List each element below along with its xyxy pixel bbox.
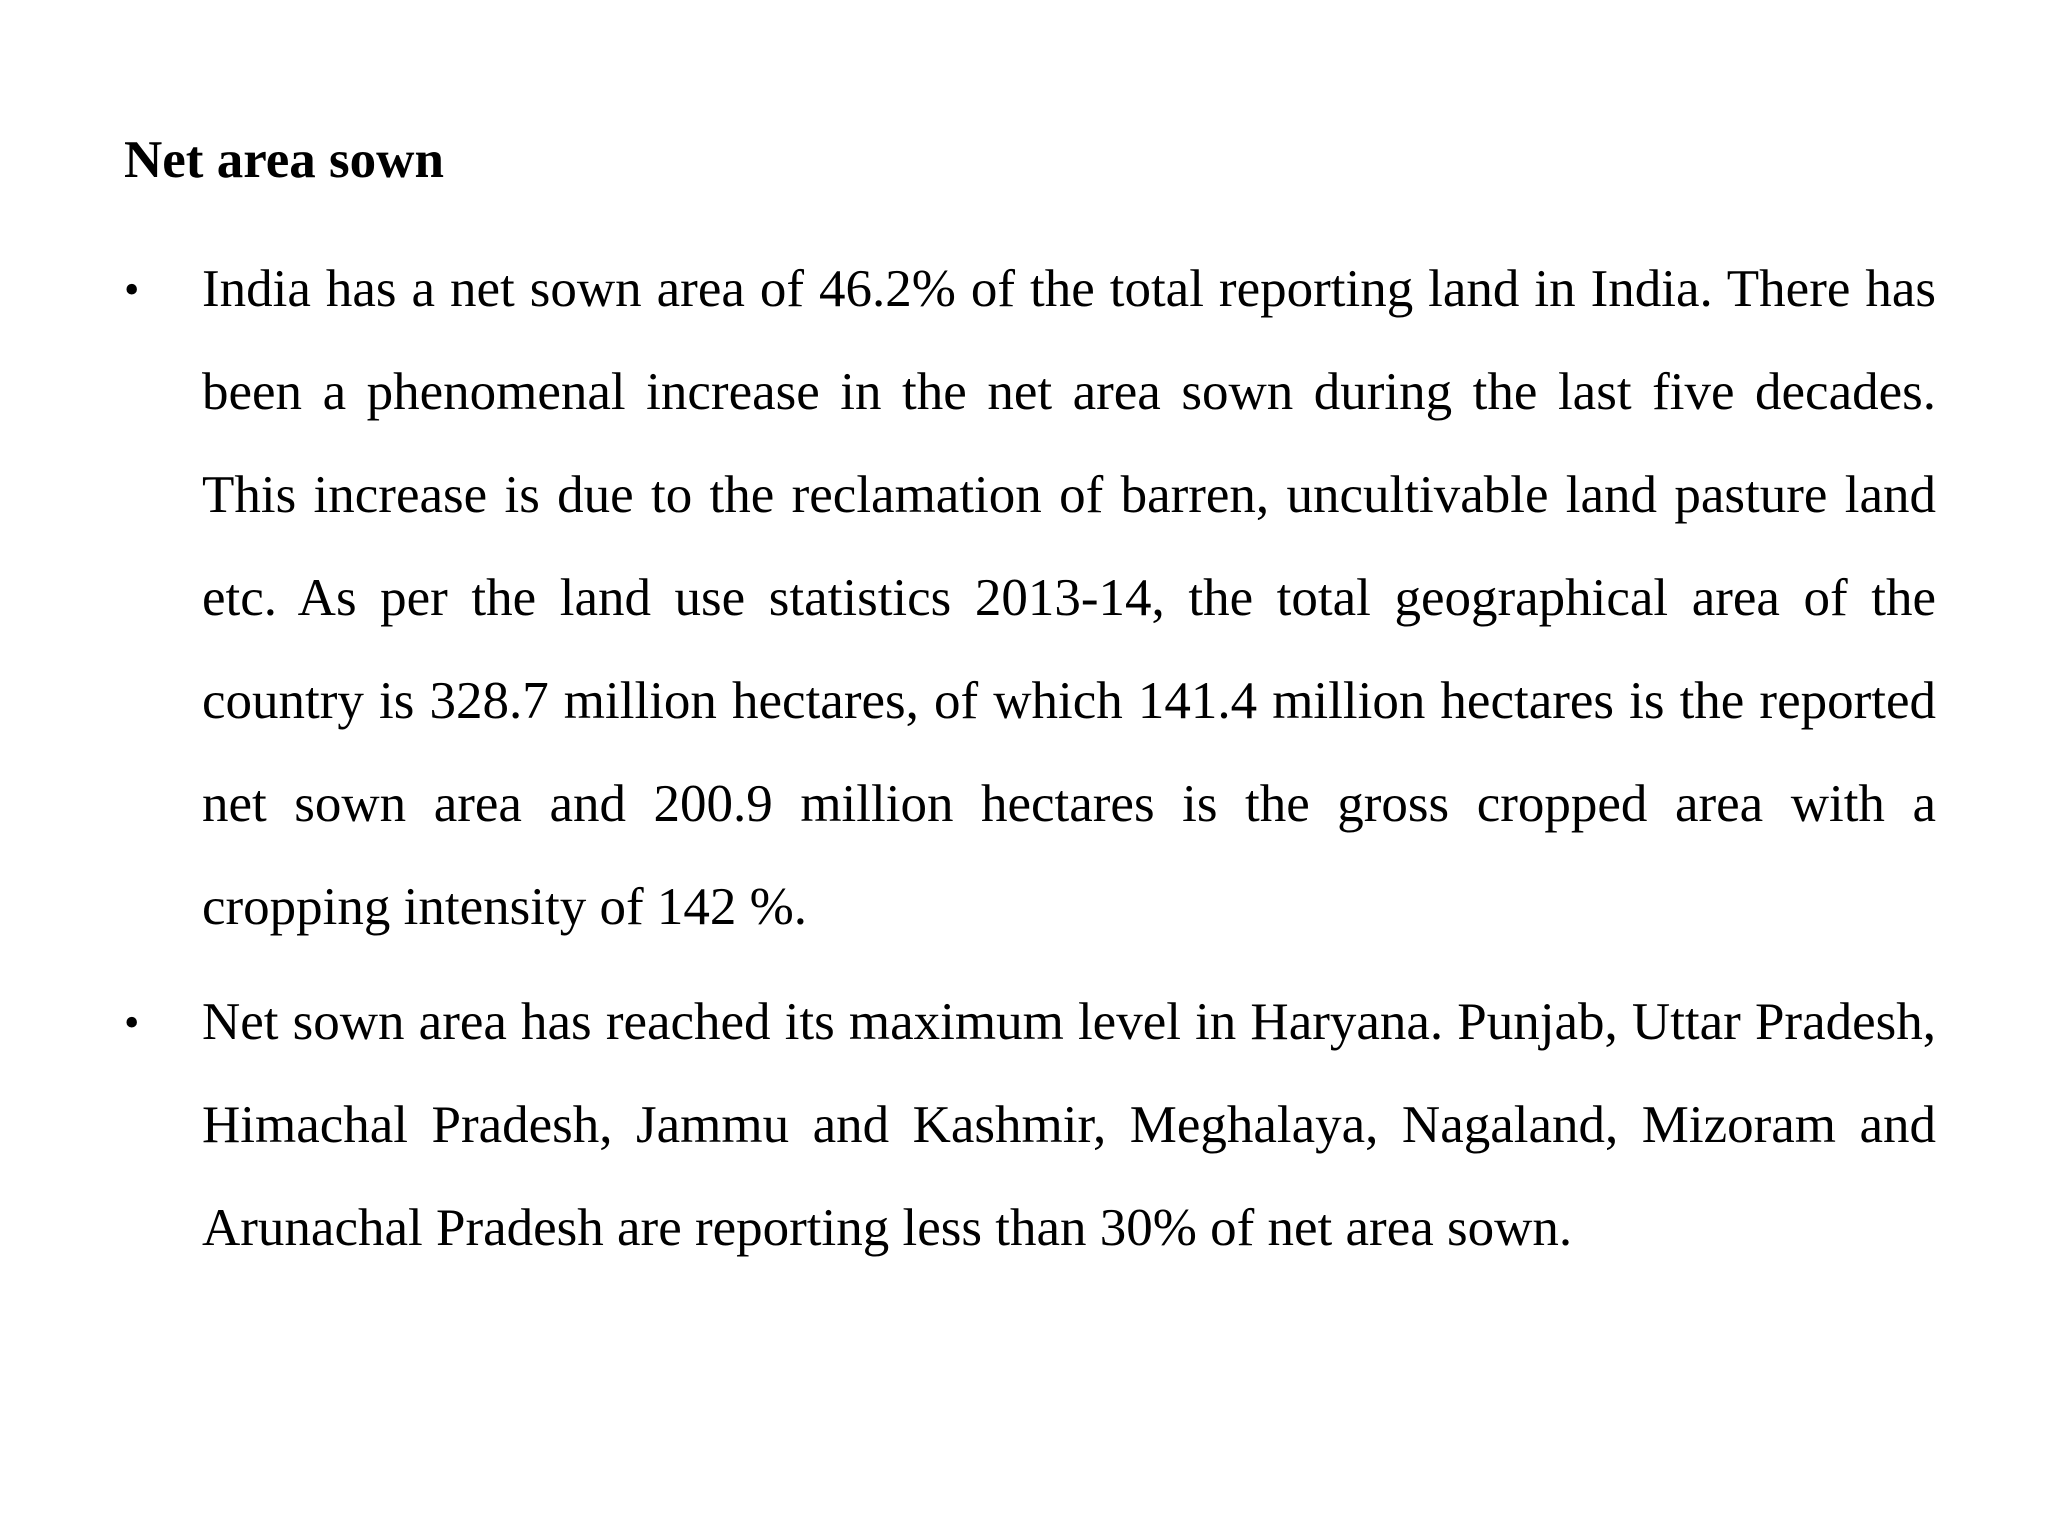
list-item xyxy=(124,971,1936,1280)
page-title: Net area sown xyxy=(124,131,444,189)
paragraph-text: India has a net sown area of 46.2% of the total reporting land in India. There has been a phenomenal increase in the net area sown during the last five decades. This increase is due to the reclamation of barren, uncultivable land pasture land etc. As per the land use statistics 2013-14, the total geographical area of the country is 328.7 million hectares, of which 141.4 million hectares is the reported net sown area and 200.9 million hectares is the gross cropped area with a cropping intensity of 142 %. xyxy=(202,260,1936,936)
list-item xyxy=(124,238,1936,959)
bullet-icon: • xyxy=(124,998,140,1047)
bullet-list xyxy=(124,238,1936,1292)
paragraph-text: Net sown area has reached its maximum level in Haryana. Punjab, Uttar Pradesh, Himachal Pradesh, Jammu and Kashmir, Meghalaya, Nagaland, Mizoram and Arunachal Pradesh are reporting less than 30% of net area sown. xyxy=(202,993,1936,1257)
bullet-icon: • xyxy=(124,265,140,314)
